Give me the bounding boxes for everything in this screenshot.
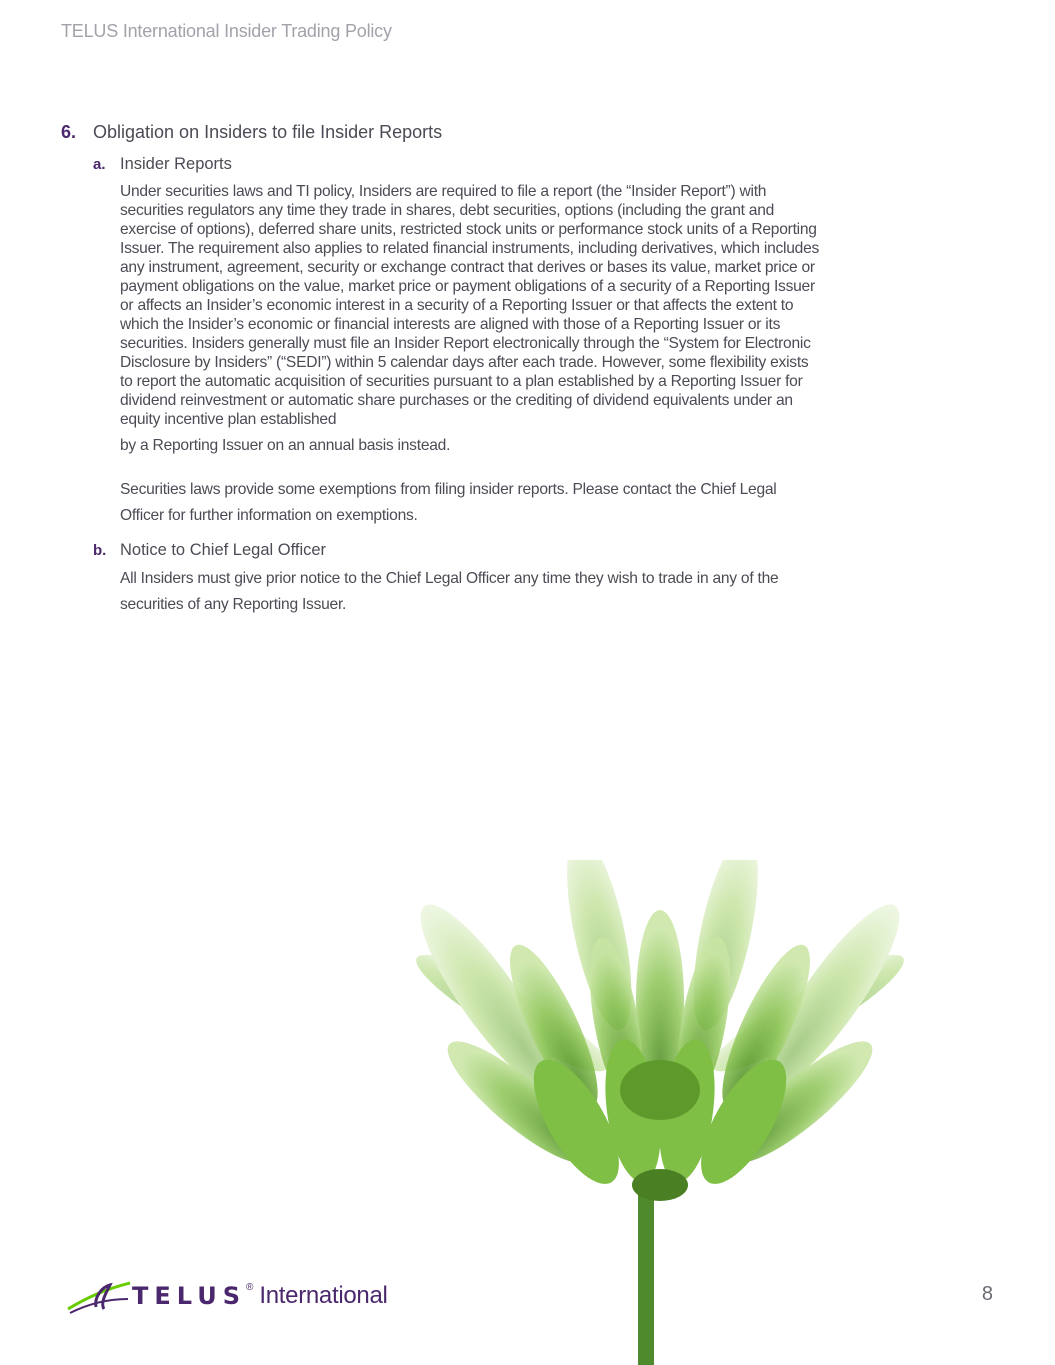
subsection-letter: a.	[93, 156, 106, 173]
body-paragraph: All Insiders must give prior notice to the Chief Legal Officer any time they wish to trade in any of the securities of any Reporting Issuer.	[120, 570, 779, 613]
subsection-title: Insider Reports	[120, 155, 232, 173]
section-title: Obligation on Insiders to file Insider Reports	[93, 122, 443, 142]
running-header: TELUS International Insider Trading Policy	[61, 21, 392, 41]
logo-subtitle: International	[259, 1282, 388, 1309]
paragraph-text-end: by a Reporting Issuer on an annual basis instead.	[120, 437, 451, 454]
logo-wordmark: TELUS	[132, 1282, 246, 1310]
subsection-heading	[93, 155, 821, 174]
subsection-a	[93, 155, 821, 529]
flower-stem	[638, 1190, 654, 1365]
subsection-title: Notice to Chief Legal Officer	[120, 541, 327, 559]
green-flower-photo	[360, 860, 960, 1365]
subsection-heading	[93, 541, 821, 560]
subsection-b	[93, 541, 821, 618]
logo-registered-mark: ®	[245, 1282, 254, 1293]
subsection-letter: b.	[93, 542, 107, 559]
body-paragraph	[120, 182, 821, 455]
section-6	[61, 122, 821, 618]
section-heading	[61, 122, 821, 143]
body-paragraph: Securities laws provide some exemptions from filing insider reports. Please contact the Chief Legal Officer for further information on exemptions.	[120, 481, 777, 524]
telus-international-logo	[66, 1276, 388, 1316]
paragraph-text: Under securities laws and TI policy, Insiders are required to file a report (the “Insider Report”) with securities regulators any time they trade in shares, debt securities, options (including the grant and exercise of options), deferred share units, restricted stock units or performance stock units of a Reporting Issuer. The requirement also applies to related financial instruments, including derivatives, which includes any instrument, agreement, security or exchange contract that derives or bases its value, market price or payment obligations on the value, market price or payment obligations of a security of a Reporting Issuer or affects an Insider’s economic interest in a security of a Reporting Issuer or that affects the extent to which the Insider’s economic or financial interests are aligned with those of a Reporting Issuer or its securities. Insiders generally must file an Insider Report electronically through the “System for Electronic Disclosure by Insiders” (“SEDI”) within 5 calendar days after each trade. However, some flexibility exists to report the automatic acquisition of securities pursuant to a plan established by a Reporting Issuer for dividend reinvestment or automatic share purchases or the crediting of dividend equivalents under an equity incentive plan established	[120, 183, 820, 428]
telus-swoosh-icon	[66, 1277, 132, 1315]
page-number: 8	[981, 1283, 993, 1305]
section-number: 6.	[61, 122, 77, 142]
